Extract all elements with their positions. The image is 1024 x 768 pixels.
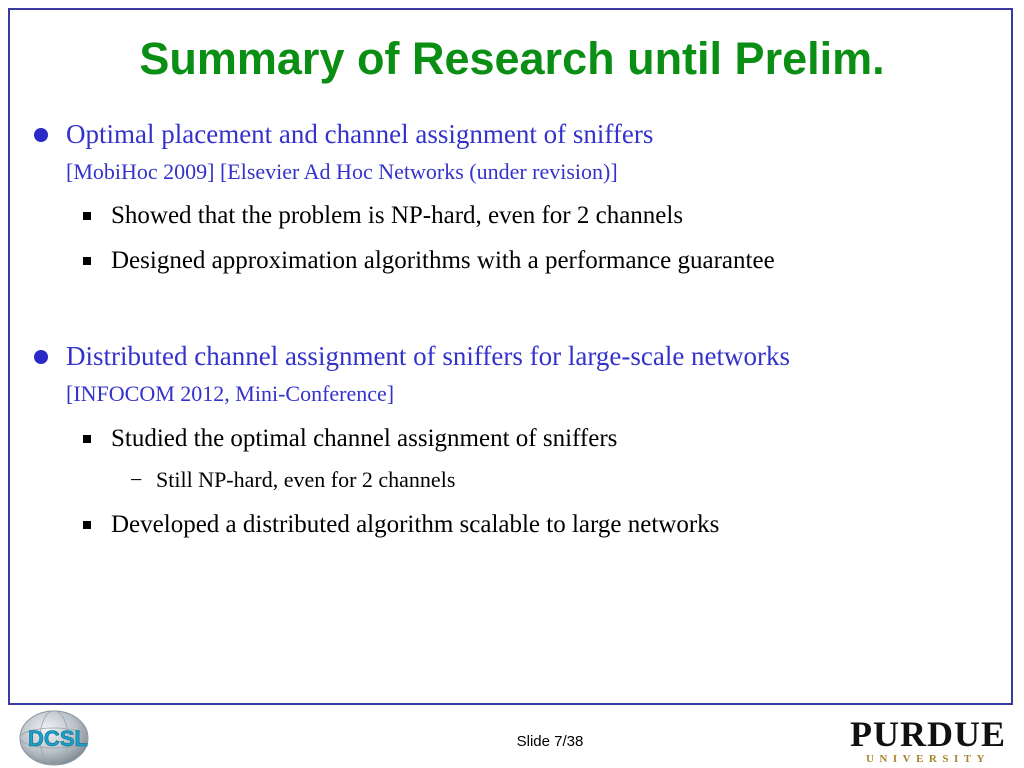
- purdue-logo-name: PURDUE: [850, 714, 1006, 754]
- bullet-item-text: Optimal placement and channel assignment of sniffers: [66, 119, 654, 149]
- square-bullet-icon: [83, 212, 91, 220]
- bullet-item-2: [66, 343, 790, 370]
- round-bullet-icon: [34, 128, 48, 142]
- dash-bullet-icon: −: [130, 467, 143, 492]
- dcsl-logo-text: DCSL: [28, 726, 88, 751]
- sub-bullet-text: Studied the optimal channel assignment of sniffers: [111, 425, 618, 452]
- dcsl-logo: [10, 710, 106, 766]
- sub-bullet-text: Designed approximation algorithms with a performance guarantee: [111, 247, 775, 274]
- square-bullet-icon: [83, 435, 91, 443]
- sub-bullet-text: Developed a distributed algorithm scalable to large networks: [111, 511, 720, 538]
- slide-title: Summary of Research until Prelim.: [139, 33, 885, 84]
- sub-bullet-item: [111, 426, 617, 451]
- sub-sub-bullet-text: Still NP-hard, even for 2 channels: [156, 467, 456, 492]
- purdue-logo: [848, 716, 1008, 766]
- bullet-item-text: Distributed channel assignment of sniffers for large-scale networks: [66, 341, 791, 371]
- round-bullet-icon: [34, 350, 48, 364]
- sub-bullet-item: [111, 203, 683, 228]
- square-bullet-icon: [83, 257, 91, 265]
- sub-sub-bullet-item: [130, 467, 456, 492]
- slide-number: Slide 7/38: [516, 733, 584, 750]
- bullet-item-reference: [INFOCOM 2012, Mini-Conference]: [66, 381, 395, 406]
- bullet-item-1: [66, 121, 653, 148]
- sub-bullet-text: Showed that the problem is NP-hard, even for 2 channels: [111, 202, 684, 229]
- purdue-logo-subtitle: UNIVERSITY: [865, 753, 991, 765]
- square-bullet-icon: [83, 521, 91, 529]
- sub-bullet-item: [111, 512, 719, 537]
- sub-bullet-item: [111, 248, 775, 273]
- bullet-item-reference: [MobiHoc 2009] [Elsevier Ad Hoc Networks (under revision)]: [66, 159, 618, 184]
